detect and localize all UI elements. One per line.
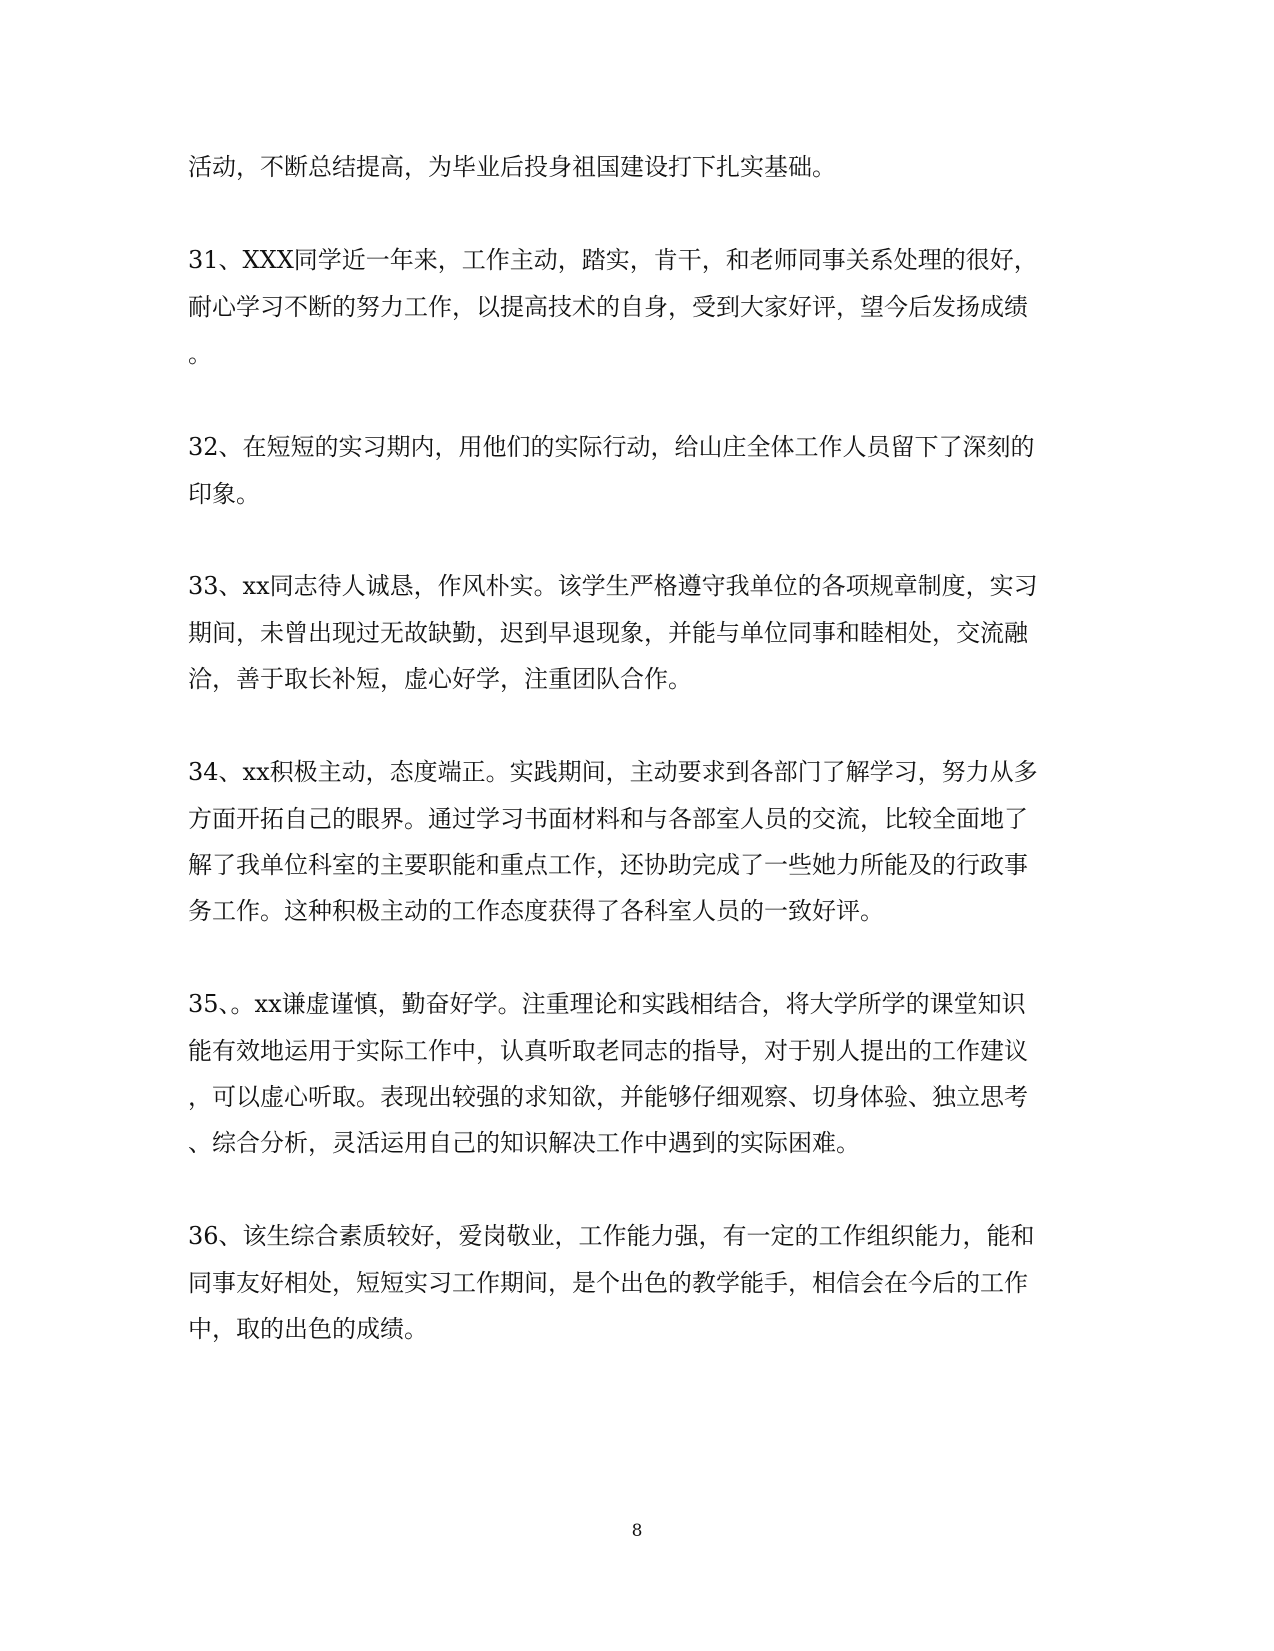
text-line: 期间，未曾出现过无故缺勤，迟到早退现象，并能与单位同事和睦相处，交流融 xyxy=(188,619,1028,647)
text-line: 35、。xx谦虚谨慎，勤奋好学。注重理论和实践相结合，将大学所学的课堂知识 xyxy=(188,990,1026,1018)
text-line: 印象。 xyxy=(188,480,260,508)
text-line: 。 xyxy=(188,340,212,368)
text-line: 36、该生综合素质较好，爱岗敬业，工作能力强，有一定的工作组织能力，能和 xyxy=(188,1222,1035,1250)
text-line: 32、在短短的实习期内，用他们的实际行动，给山庄全体工作人员留下了深刻的 xyxy=(188,433,1035,461)
text-line: 耐心学习不断的努力工作，以提高技术的自身，受到大家好评，望今后发扬成绩 xyxy=(188,293,1028,321)
text-line: 34、xx积极主动，态度端正。实践期间，主动要求到各部门了解学习，努力从多 xyxy=(188,758,1038,786)
text-line: 洽，善于取长补短，虚心好学，注重团队合作。 xyxy=(188,665,692,693)
text-line: 活动，不断总结提高，为毕业后投身祖国建设打下扎实基础。 xyxy=(188,153,836,181)
text-line: ，可以虚心听取。表现出较强的求知欲，并能够仔细观察、切身体验、独立思考 xyxy=(188,1083,1028,1111)
text-line: 方面开拓自己的眼界。通过学习书面材料和与各部室人员的交流，比较全面地了 xyxy=(188,805,1028,833)
text-line: 能有效地运用于实际工作中，认真听取老同志的指导，对于别人提出的工作建议 xyxy=(188,1037,1028,1065)
text-line: 务工作。这种积极主动的工作态度获得了各科室人员的一致好评。 xyxy=(188,897,884,925)
text-line: 中，取的出色的成绩。 xyxy=(188,1315,428,1343)
text-line: 、综合分析，灵活运用自己的知识解决工作中遇到的实际困难。 xyxy=(188,1129,860,1157)
text-line: 31、XXX同学近一年来，工作主动，踏实，肯干，和老师同事关系处理的很好， xyxy=(188,246,1038,274)
page-number: 8 xyxy=(631,1521,643,1541)
text-line: 解了我单位科室的主要职能和重点工作，还协助完成了一些她力所能及的行政事 xyxy=(188,851,1028,879)
text-line: 33、xx同志待人诚恳，作风朴实。该学生严格遵守我单位的各项规章制度，实习 xyxy=(188,572,1038,600)
text-line: 同事友好相处，短短实习工作期间，是个出色的教学能手，相信会在今后的工作 xyxy=(188,1269,1028,1297)
